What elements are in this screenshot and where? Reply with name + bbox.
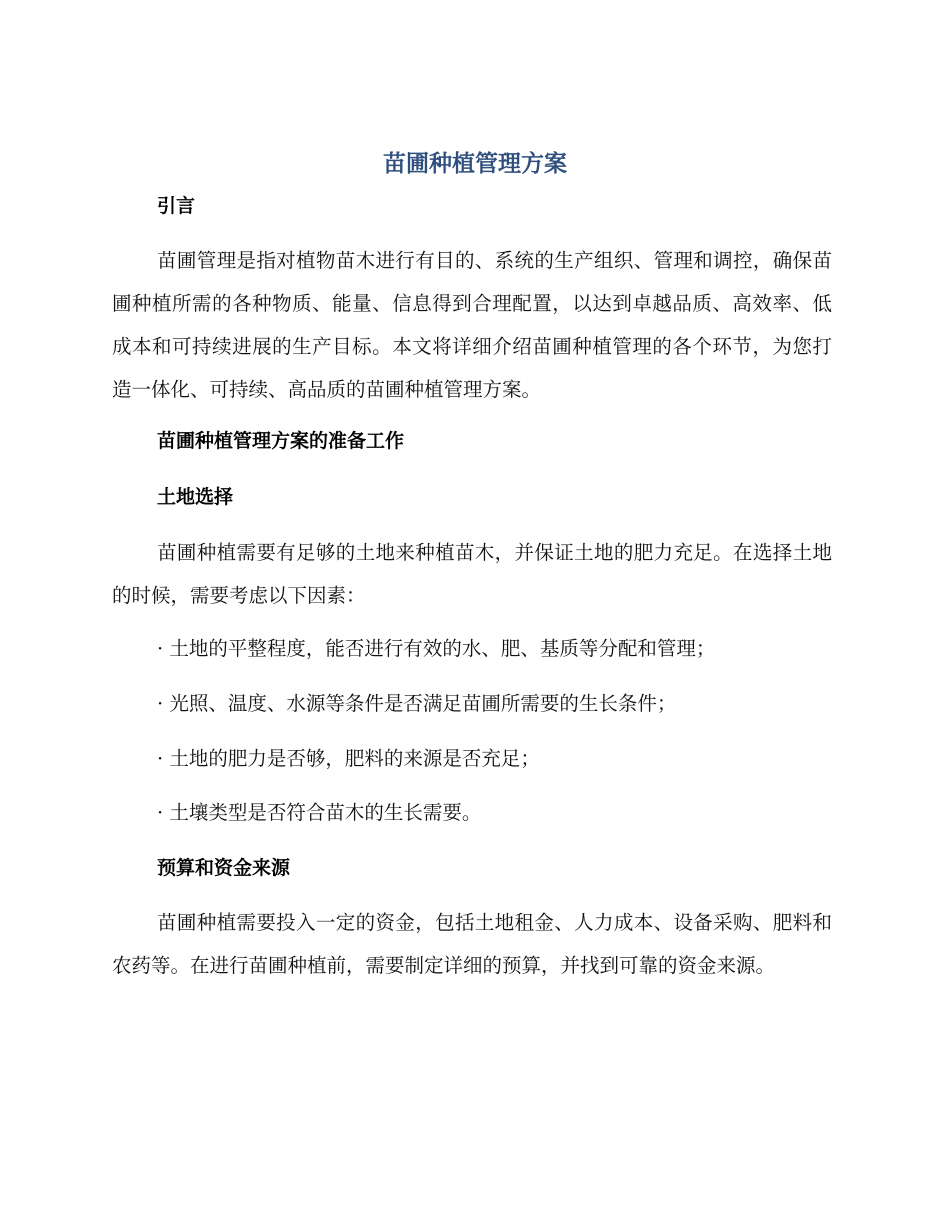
paragraph-budget: 苗圃种植需要投入一定的资金，包括土地租金、人力成本、设备采购、肥料和农药等。在进行苗圃种植前，需要制定详细的预算，并找到可靠的资金来源。 [112, 911, 832, 977]
list-item: · 土地的平整程度，能否进行有效的水、肥、基质等分配和管理； [157, 637, 716, 660]
paragraph-intro: 苗圃管理是指对植物苗木进行有目的、系统的生产组织、管理和调控，确保苗圃种植所需的各种物质、能量、信息得到合理配置，以达到卓越品质、高效率、低成本和可持续进展的生产目标。本文将详细介绍苗圃种植管理的各个环节，为您打造一体化、可持续、高品质的苗圃种植管理方案。 [112, 249, 832, 401]
list-item: · 土壤类型是否符合苗木的生长需要。 [157, 801, 482, 824]
heading-budget: 预算和资金来源 [157, 857, 291, 879]
document-title: 苗圃种植管理方案 [383, 151, 567, 177]
list-item: · 光照、温度、水源等条件是否满足苗圃所需要的生长条件； [157, 692, 677, 715]
heading-preparation: 苗圃种植管理方案的准备工作 [157, 430, 405, 452]
heading-land-selection: 土地选择 [157, 486, 234, 508]
paragraph-land-selection: 苗圃种植需要有足够的土地来种植苗木，并保证土地的肥力充足。在选择土地的时候，需要考虑以下因素： [112, 541, 832, 607]
heading-intro: 引言 [157, 195, 196, 217]
list-item: · 土地的肥力是否够，肥料的来源是否充足； [157, 747, 540, 770]
